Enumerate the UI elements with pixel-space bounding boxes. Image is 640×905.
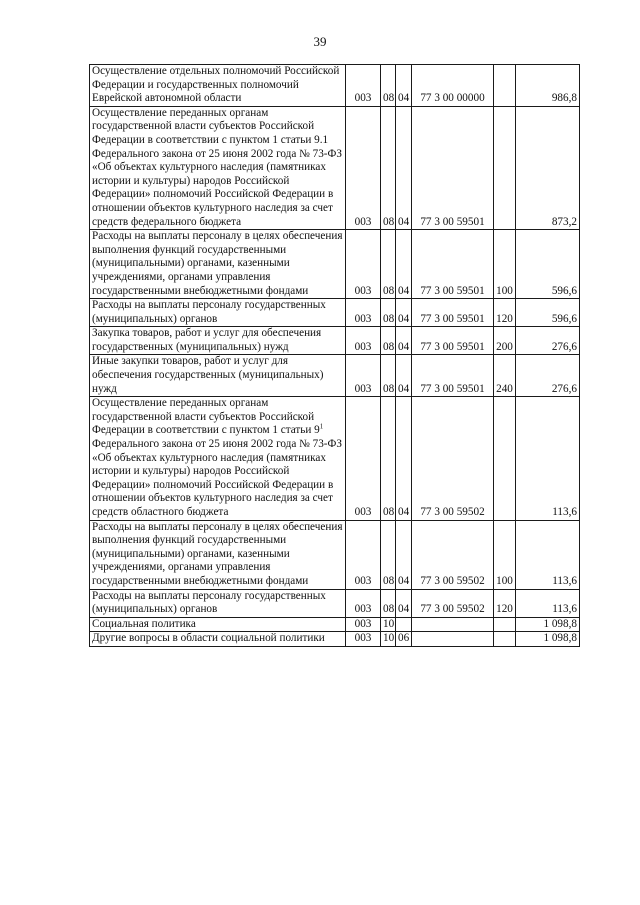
row-name: Расходы на выплаты персоналу в целях обеспечения выполнения функций государственными (муниципальными) органами, казенными учреждениями, органами управления государственными внебюджетными фондами [90, 520, 346, 589]
row-name: Осуществление переданных органам государственной власти субъектов Российской Федерации в соответствии с пунктом 1 статьи 9.1 Федерального закона от 25 июня 2002 года № 73-ФЗ «Об объектах культурного наследия (памятниках истории и культуры) народов Российской Федерации» полномочий Российской Федерации в отношении объектов культурного наследия за счет средств федерального бюджета [90, 106, 346, 229]
target-article-code: 77 3 00 59501 [412, 327, 494, 355]
section-code: 08 [381, 230, 396, 299]
table-row [90, 299, 580, 327]
table-row [90, 355, 580, 397]
subsection-code: 04 [396, 299, 412, 327]
expense-type-code: 120 [494, 299, 516, 327]
target-article-code: 77 3 00 59501 [412, 230, 494, 299]
amount-value: 1 098,8 [516, 617, 580, 632]
ministry-code: 003 [346, 65, 381, 107]
target-article-code: 77 3 00 59502 [412, 397, 494, 520]
row-name: Закупка товаров, работ и услуг для обеспечения государственных (муниципальных) нужд [90, 327, 346, 355]
amount-value: 986,8 [516, 65, 580, 107]
section-code: 08 [381, 65, 396, 107]
amount-value: 596,6 [516, 230, 580, 299]
subsection-code: 04 [396, 106, 412, 229]
page-number: 39 [313, 34, 327, 49]
target-article-code: 77 3 00 59502 [412, 589, 494, 617]
ministry-code: 003 [346, 397, 381, 520]
expense-type-code: 120 [494, 589, 516, 617]
target-article-code [412, 617, 494, 632]
table-row [90, 617, 580, 632]
section-code: 08 [381, 327, 396, 355]
subsection-code: 04 [396, 397, 412, 520]
row-name: Осуществление отдельных полномочий Российской Федерации и государственных полномочий Еврейской автономной области [90, 65, 346, 107]
section-code: 08 [381, 299, 396, 327]
target-article-code: 77 3 00 59501 [412, 106, 494, 229]
amount-value: 113,6 [516, 520, 580, 589]
section-code: 08 [381, 589, 396, 617]
subsection-code: 04 [396, 65, 412, 107]
row-name [90, 397, 346, 520]
row-name-part: Осуществление переданных органам государственной власти субъектов Российской Федерации в соответствии с пунктом 1 статьи 9 [92, 397, 320, 437]
ministry-code: 003 [346, 299, 381, 327]
section-code: 08 [381, 106, 396, 229]
ministry-code: 003 [346, 520, 381, 589]
expense-type-code: 240 [494, 355, 516, 397]
row-name: Расходы на выплаты персоналу государственных (муниципальных) органов [90, 299, 346, 327]
expense-type-code [494, 617, 516, 632]
superscript-index: 1 [319, 422, 324, 431]
subsection-code: 06 [396, 632, 412, 647]
table-row [90, 327, 580, 355]
amount-value: 1 098,8 [516, 632, 580, 647]
table-row [90, 589, 580, 617]
section-code: 08 [381, 397, 396, 520]
section-code: 10 [381, 617, 396, 632]
row-name: Другие вопросы в области социальной политики [90, 632, 346, 647]
target-article-code [412, 632, 494, 647]
subsection-code [396, 617, 412, 632]
expense-type-code: 100 [494, 520, 516, 589]
table-row [90, 632, 580, 647]
subsection-code: 04 [396, 230, 412, 299]
expense-type-code: 100 [494, 230, 516, 299]
budget-table [89, 64, 580, 647]
row-name-part: Федерального закона от 25 июня 2002 года № 73-ФЗ «Об объектах культурного наследия (памятниках истории и культуры) народов Российской Федерации» полномочий Российской Федерации в отношении объектов культурного наследия за счет средств областного бюджета [92, 438, 342, 518]
subsection-code: 04 [396, 327, 412, 355]
section-code: 08 [381, 520, 396, 589]
expense-type-code [494, 106, 516, 229]
ministry-code: 003 [346, 327, 381, 355]
subsection-code: 04 [396, 520, 412, 589]
target-article-code: 77 3 00 00000 [412, 65, 494, 107]
subsection-code: 04 [396, 355, 412, 397]
table-row [90, 397, 580, 520]
expense-type-code [494, 397, 516, 520]
row-name: Расходы на выплаты персоналу государственных (муниципальных) органов [90, 589, 346, 617]
row-name: Расходы на выплаты персоналу в целях обеспечения выполнения функций государственными (муниципальными) органами, казенными учреждениями, органами управления государственными внебюджетными фондами [90, 230, 346, 299]
section-code: 10 [381, 632, 396, 647]
amount-value: 596,6 [516, 299, 580, 327]
table-row [90, 106, 580, 229]
ministry-code: 003 [346, 106, 381, 229]
amount-value: 113,6 [516, 589, 580, 617]
target-article-code: 77 3 00 59501 [412, 355, 494, 397]
amount-value: 276,6 [516, 355, 580, 397]
ministry-code: 003 [346, 230, 381, 299]
ministry-code: 003 [346, 589, 381, 617]
expense-type-code [494, 632, 516, 647]
amount-value: 113,6 [516, 397, 580, 520]
subsection-code: 04 [396, 589, 412, 617]
amount-value: 276,6 [516, 327, 580, 355]
section-code: 08 [381, 355, 396, 397]
row-name: Иные закупки товаров, работ и услуг для обеспечения государственных (муниципальных) нужд [90, 355, 346, 397]
expense-type-code: 200 [494, 327, 516, 355]
amount-value: 873,2 [516, 106, 580, 229]
ministry-code: 003 [346, 355, 381, 397]
table-row [90, 230, 580, 299]
ministry-code: 003 [346, 632, 381, 647]
row-name: Социальная политика [90, 617, 346, 632]
table-row [90, 520, 580, 589]
expense-type-code [494, 65, 516, 107]
ministry-code: 003 [346, 617, 381, 632]
target-article-code: 77 3 00 59501 [412, 299, 494, 327]
table-row [90, 65, 580, 107]
target-article-code: 77 3 00 59502 [412, 520, 494, 589]
